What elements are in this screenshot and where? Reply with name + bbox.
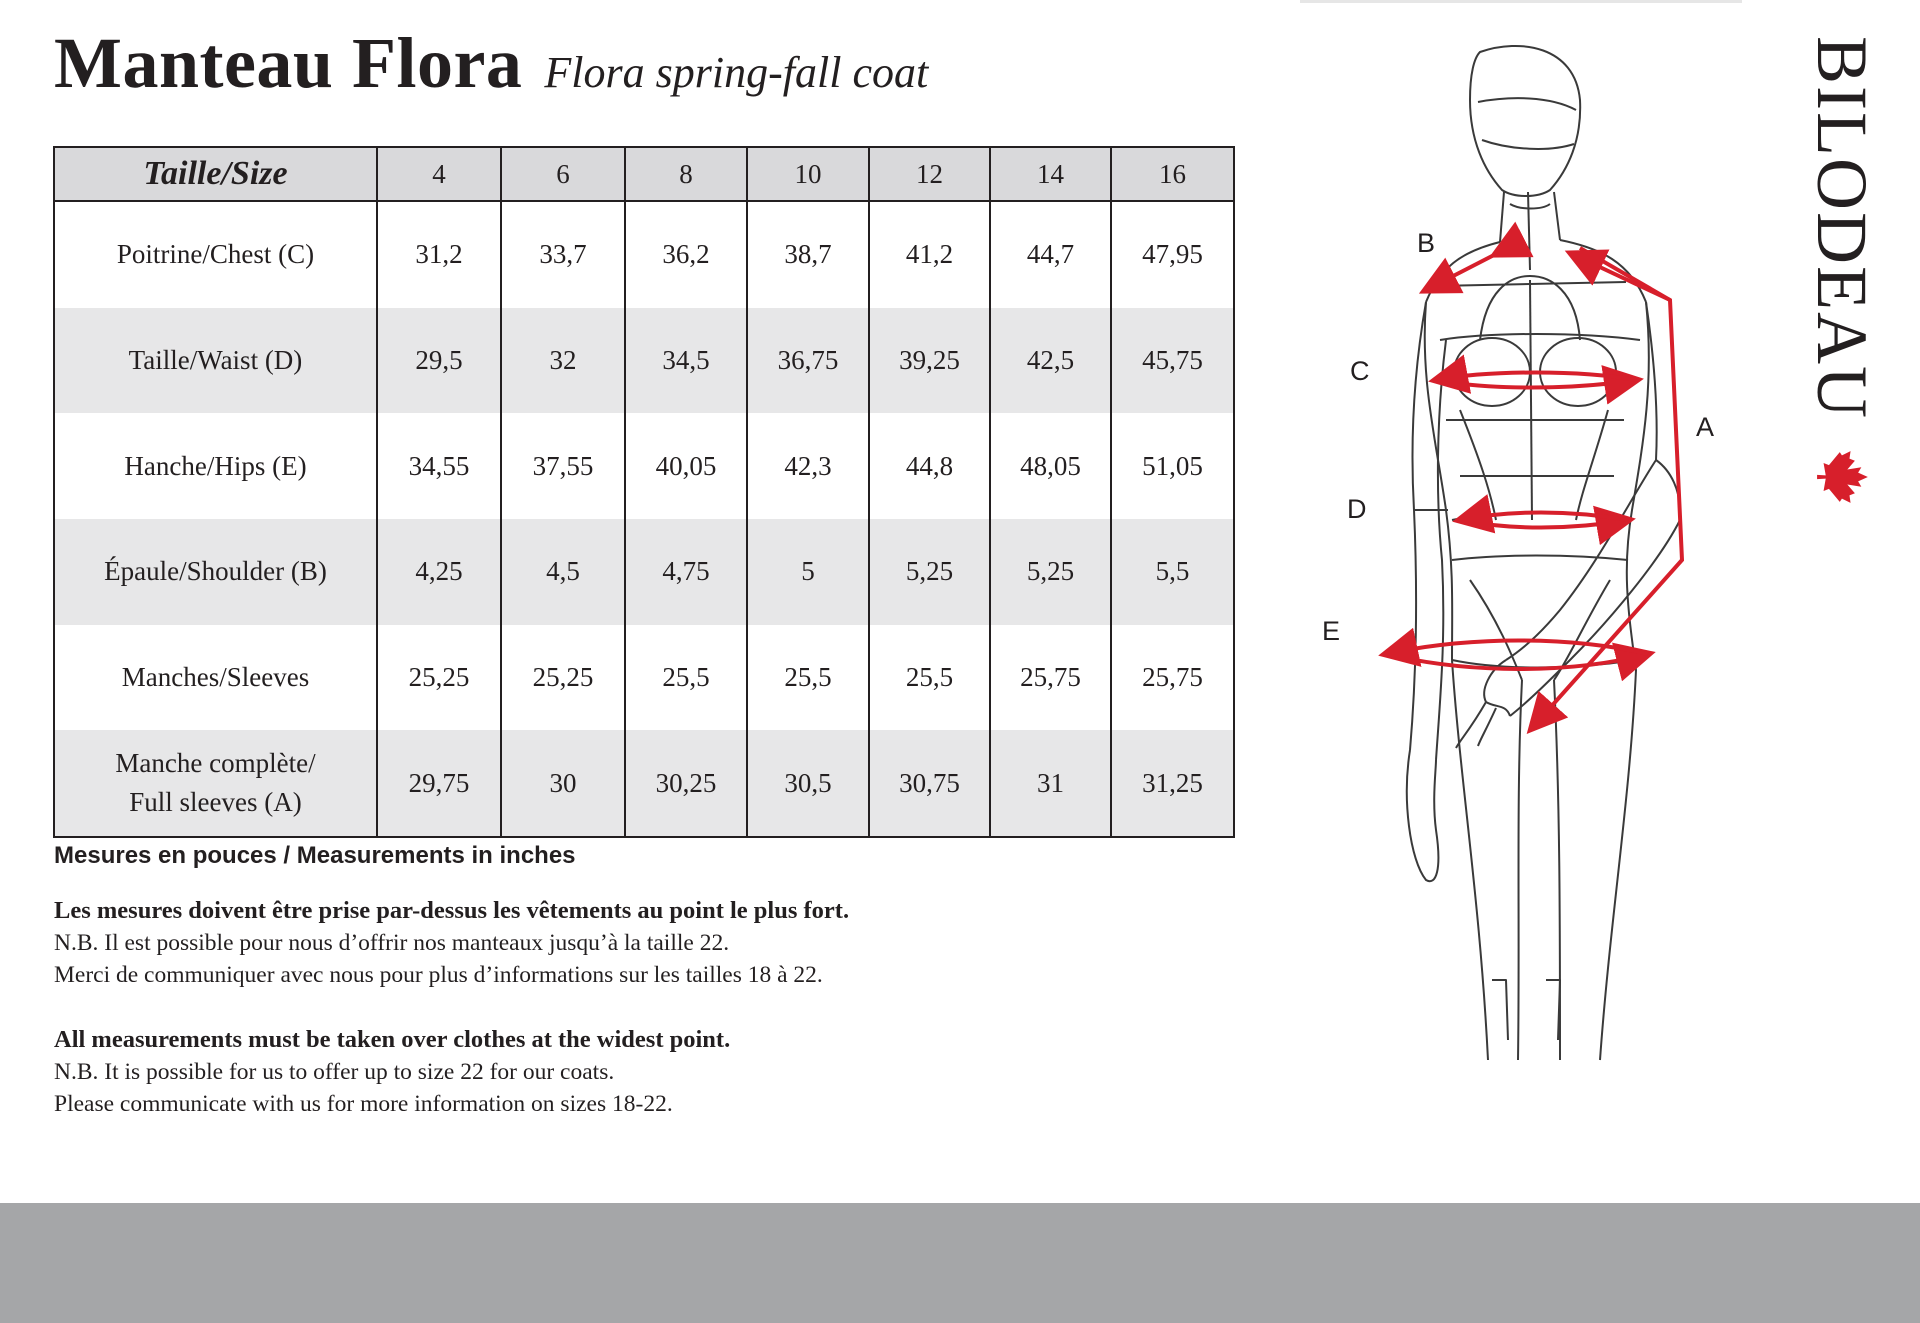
mannequin-measurement-figure xyxy=(1310,40,1710,1080)
page-title: Manteau Flora xyxy=(54,23,523,103)
table-cell: 51,05 xyxy=(1111,413,1234,519)
table-cell: 33,7 xyxy=(501,201,625,308)
row-label: Manches/Sleeves xyxy=(54,625,377,731)
table-cell: 25,25 xyxy=(501,625,625,731)
size-column-header: 12 xyxy=(869,147,990,201)
footer-band xyxy=(0,1203,1920,1323)
table-cell: 4,75 xyxy=(625,519,747,625)
table-cell: 25,25 xyxy=(377,625,501,731)
table-cell: 37,55 xyxy=(501,413,625,519)
brand-wordmark: BILODEAU xyxy=(1802,36,1882,420)
notes-english-line: N.B. It is possible for us to offer up to size 22 for our coats. xyxy=(54,1059,615,1085)
notes-english xyxy=(54,1024,730,1120)
mannequin-outline xyxy=(1407,46,1680,1060)
size-header-label: Taille/Size xyxy=(54,147,377,201)
table-header-row xyxy=(54,147,1234,201)
size-column-header: 10 xyxy=(747,147,869,201)
table-cell: 39,25 xyxy=(869,308,990,414)
size-column-header: 8 xyxy=(625,147,747,201)
table-cell: 5,5 xyxy=(1111,519,1234,625)
table-cell: 25,75 xyxy=(990,625,1111,731)
figure-label-e: E xyxy=(1322,616,1341,646)
table-cell: 31,2 xyxy=(377,201,501,308)
figure-label-c: C xyxy=(1350,356,1370,386)
sleeve-arrow-a-start xyxy=(1572,254,1670,300)
table-cell: 30,25 xyxy=(625,730,747,837)
table-cell: 29,5 xyxy=(377,308,501,414)
table-cell: 34,55 xyxy=(377,413,501,519)
row-label: Taille/Waist (D) xyxy=(54,308,377,414)
measurement-arrows xyxy=(1386,248,1682,728)
table-cell: 36,2 xyxy=(625,201,747,308)
table-row-waist xyxy=(54,308,1234,414)
table-cell: 29,75 xyxy=(377,730,501,837)
size-column-header: 4 xyxy=(377,147,501,201)
row-label xyxy=(54,730,377,837)
table-row-sleeves xyxy=(54,625,1234,731)
table-row-shoulder xyxy=(54,519,1234,625)
chest-arrow-c-reverse xyxy=(1436,373,1636,381)
size-column-header: 14 xyxy=(990,147,1111,201)
figure-label-a: A xyxy=(1696,412,1715,442)
waist-arrow-d-reverse xyxy=(1460,513,1628,521)
table-cell: 4,25 xyxy=(377,519,501,625)
size-column-header: 16 xyxy=(1111,147,1234,201)
table-cell: 48,05 xyxy=(990,413,1111,519)
page-subtitle: Flora spring-fall coat xyxy=(544,48,929,97)
row-label-line: Manche complète/ xyxy=(115,748,316,778)
table-cell: 25,5 xyxy=(625,625,747,731)
table-cell: 5,25 xyxy=(869,519,990,625)
table-cell: 5,25 xyxy=(990,519,1111,625)
table-cell: 25,5 xyxy=(747,625,869,731)
sleeve-arrow-a xyxy=(1532,248,1682,728)
table-cell: 44,8 xyxy=(869,413,990,519)
size-column-header: 6 xyxy=(501,147,625,201)
top-divider xyxy=(1300,0,1742,3)
table-row-full-sleeves xyxy=(54,730,1234,837)
table-cell: 42,5 xyxy=(990,308,1111,414)
notes-english-line: Please communicate with us for more information on sizes 18-22. xyxy=(54,1091,673,1117)
table-cell: 30 xyxy=(501,730,625,837)
table-cell: 40,05 xyxy=(625,413,747,519)
table-cell: 44,7 xyxy=(990,201,1111,308)
table-row-hips xyxy=(54,413,1234,519)
notes-french xyxy=(54,895,849,991)
table-cell: 47,95 xyxy=(1111,201,1234,308)
table-cell: 32 xyxy=(501,308,625,414)
maple-leaf-icon xyxy=(1816,450,1870,504)
figure-label-d: D xyxy=(1347,494,1367,524)
row-label: Épaule/Shoulder (B) xyxy=(54,519,377,625)
figure-label-b: B xyxy=(1417,228,1436,258)
units-note: Mesures en pouces / Measurements in inches xyxy=(54,842,576,869)
table-cell: 38,7 xyxy=(747,201,869,308)
table-cell: 31 xyxy=(990,730,1111,837)
page-header xyxy=(54,22,928,105)
notes-french-line: Merci de communiquer avec nous pour plus d’informations sur les tailles 18 à 22. xyxy=(54,962,823,988)
waist-arrow-d xyxy=(1460,520,1628,528)
table-cell: 31,25 xyxy=(1111,730,1234,837)
notes-french-line: N.B. Il est possible pour nous d’offrir nos manteaux jusqu’à la taille 22. xyxy=(54,930,730,956)
table-cell: 34,5 xyxy=(625,308,747,414)
chest-arrow-c xyxy=(1436,380,1636,388)
table-cell: 25,5 xyxy=(869,625,990,731)
table-cell: 4,5 xyxy=(501,519,625,625)
table-cell: 25,75 xyxy=(1111,625,1234,731)
row-label-line: Full sleeves (A) xyxy=(129,787,302,818)
row-label: Poitrine/Chest (C) xyxy=(54,201,377,308)
table-cell: 30,5 xyxy=(747,730,869,837)
notes-english-heading: All measurements must be taken over clothes at the widest point. xyxy=(54,1026,731,1053)
table-cell: 41,2 xyxy=(869,201,990,308)
table-cell: 45,75 xyxy=(1111,308,1234,414)
table-cell: 42,3 xyxy=(747,413,869,519)
table-row-chest xyxy=(54,201,1234,308)
row-label: Hanche/Hips (E) xyxy=(54,413,377,519)
table-cell: 36,75 xyxy=(747,308,869,414)
notes-french-heading: Les mesures doivent être prise par-dessus les vêtements au point le plus fort. xyxy=(54,897,850,924)
size-chart-table xyxy=(53,146,1235,838)
table-cell: 30,75 xyxy=(869,730,990,837)
table-cell: 5 xyxy=(747,519,869,625)
